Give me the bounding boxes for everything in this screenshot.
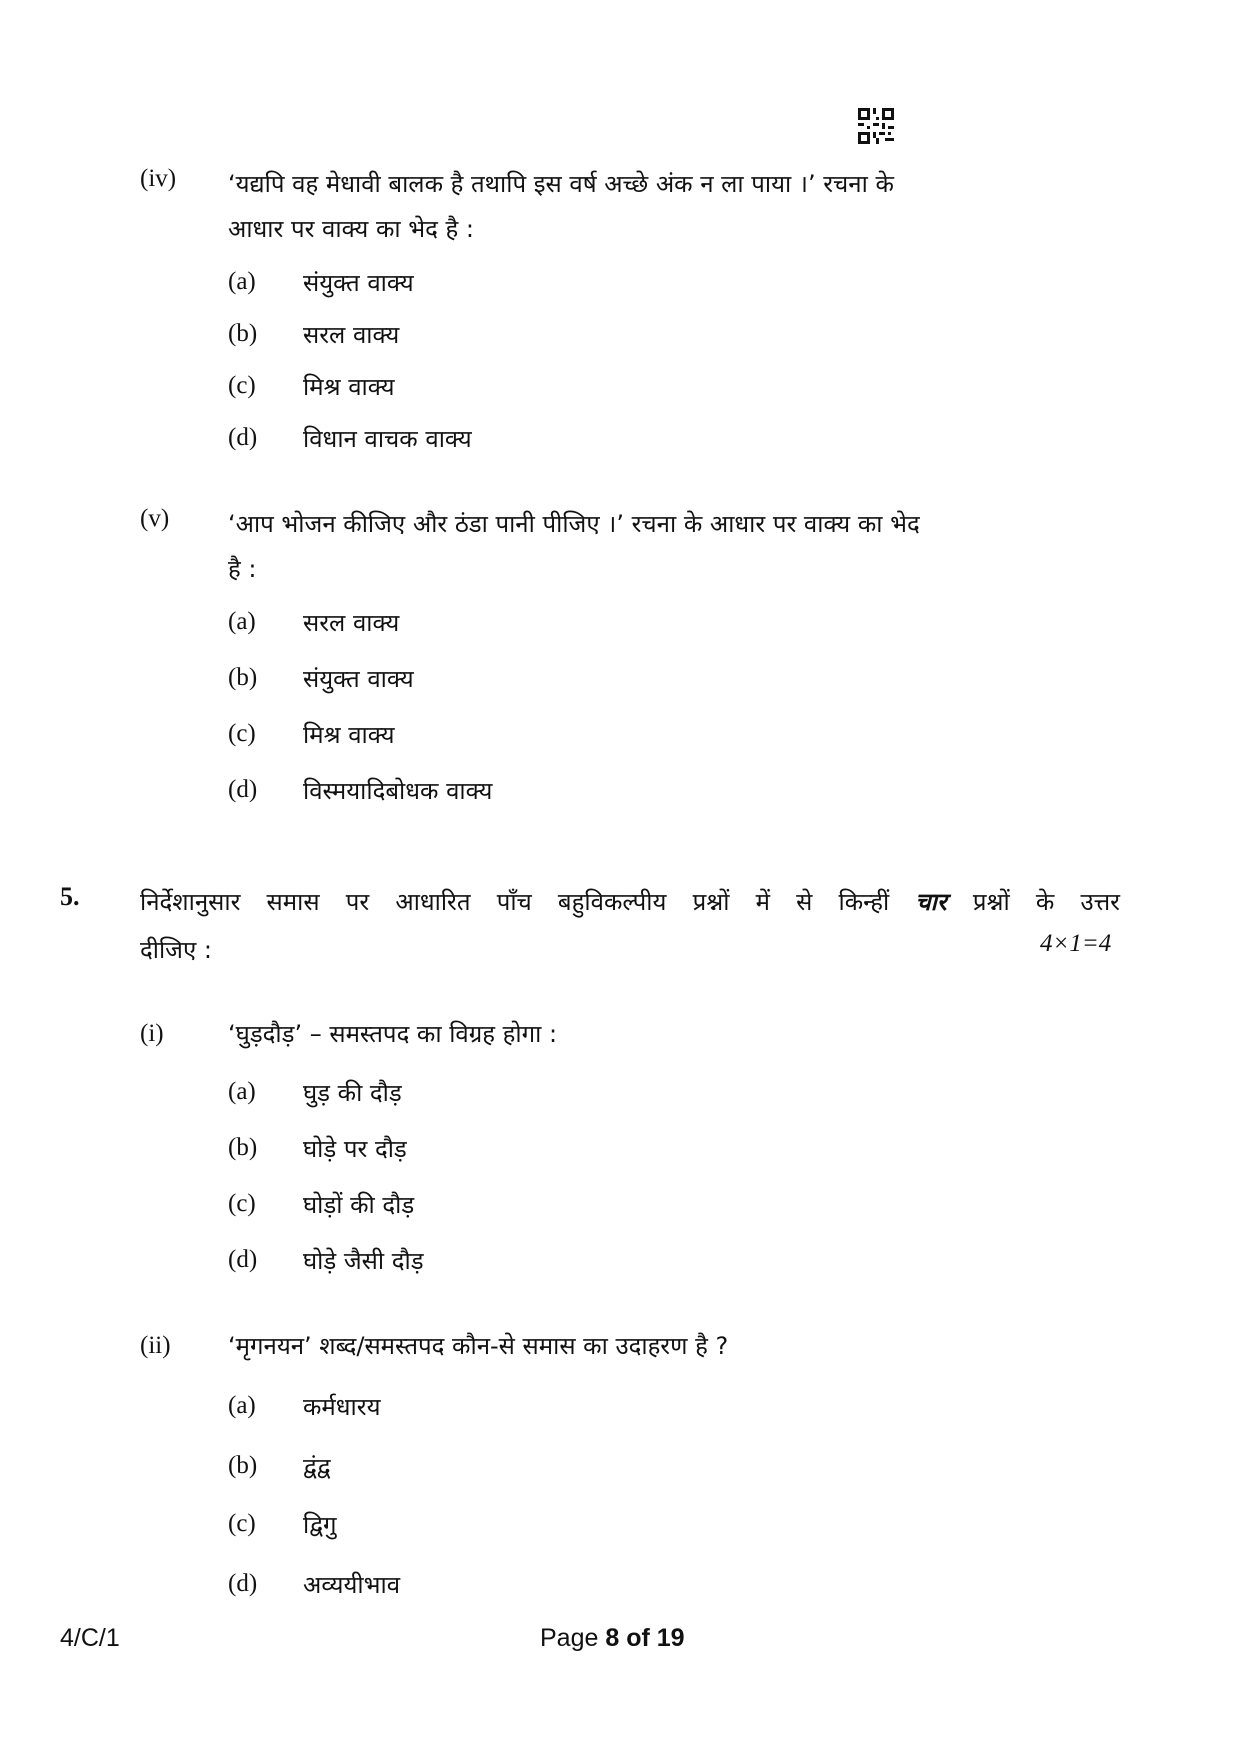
option-text: द्विगु [303, 1511, 337, 1539]
marks: 4×1=4 [1040, 930, 1112, 957]
option-label: (a) [228, 608, 256, 635]
part-label: (v) [140, 505, 170, 532]
option-text: घुड़ की दौड़ [303, 1079, 402, 1107]
option-text: द्वंद्व [303, 1453, 331, 1481]
option-label: (a) [228, 1078, 256, 1105]
qr-code-icon [858, 108, 894, 144]
option-label: (c) [228, 720, 256, 747]
option-text: सरल वाक्य [303, 321, 400, 349]
option-text: अव्ययीभाव [303, 1571, 401, 1599]
question-text [228, 502, 1118, 592]
option-label: (d) [228, 776, 258, 803]
option-text: मिश्र वाक्य [303, 721, 395, 749]
option-text: विस्मयादिबोधक वाक्य [303, 777, 493, 805]
question-number: 5. [60, 882, 80, 911]
option-label: (a) [228, 268, 256, 295]
option-text: मिश्र वाक्य [303, 373, 395, 401]
option-label: (c) [228, 1190, 256, 1217]
question-text [228, 162, 1118, 252]
part-label: (i) [140, 1020, 164, 1047]
question-text: ‘घुड़दौड़’ – समस्तपद का विग्रह होगा : [228, 1020, 558, 1048]
question-text: ‘मृगनयन’ शब्द/समस्तपद कौन-से समास का उदाहरण है ? [228, 1332, 729, 1360]
option-label: (d) [228, 1570, 258, 1597]
page-number: Page 8 of 19 [540, 1624, 685, 1652]
question-line: है : [228, 555, 257, 583]
option-text: सरल वाक्य [303, 609, 400, 637]
option-text: कर्मधारय [303, 1393, 381, 1421]
option-label: (b) [228, 664, 258, 691]
question-line: ‘यद्यपि वह मेधावी बालक है तथापि इस वर्ष अच्छे अंक न ला पाया ।’ रचना के [228, 170, 894, 198]
option-text: संयुक्त वाक्य [303, 269, 414, 297]
part-label: (iv) [140, 165, 177, 192]
option-label: (a) [228, 1392, 256, 1419]
question-line: दीजिए : [140, 936, 212, 964]
question-line: निर्देशानुसार समास पर आधारित पाँच बहुविकल्पीय प्रश्नों में से किन्हीं चार प्रश्नों के उत्तर [140, 888, 1120, 916]
option-text: घोड़ों की दौड़ [303, 1191, 415, 1219]
question-line: आधार पर वाक्य का भेद है : [228, 215, 474, 243]
option-label: (d) [228, 424, 258, 451]
option-text: घोड़े जैसी दौड़ [303, 1247, 424, 1275]
question-text [140, 878, 1120, 974]
emphasis-text: चार [915, 888, 947, 916]
option-label: (c) [228, 1510, 256, 1537]
option-label: (d) [228, 1246, 258, 1273]
option-label: (b) [228, 1134, 258, 1161]
option-label: (b) [228, 1452, 258, 1479]
option-text: घोड़े पर दौड़ [303, 1135, 407, 1163]
option-text: विधान वाचक वाक्य [303, 425, 472, 453]
part-label: (ii) [140, 1332, 171, 1359]
question-line: ‘आप भोजन कीजिए और ठंडा पानी पीजिए ।’ रचना के आधार पर वाक्य का भेद [228, 510, 920, 538]
option-text: संयुक्त वाक्य [303, 665, 414, 693]
option-label: (b) [228, 320, 258, 347]
option-label: (c) [228, 372, 256, 399]
paper-code: 4/C/1 [60, 1624, 120, 1652]
